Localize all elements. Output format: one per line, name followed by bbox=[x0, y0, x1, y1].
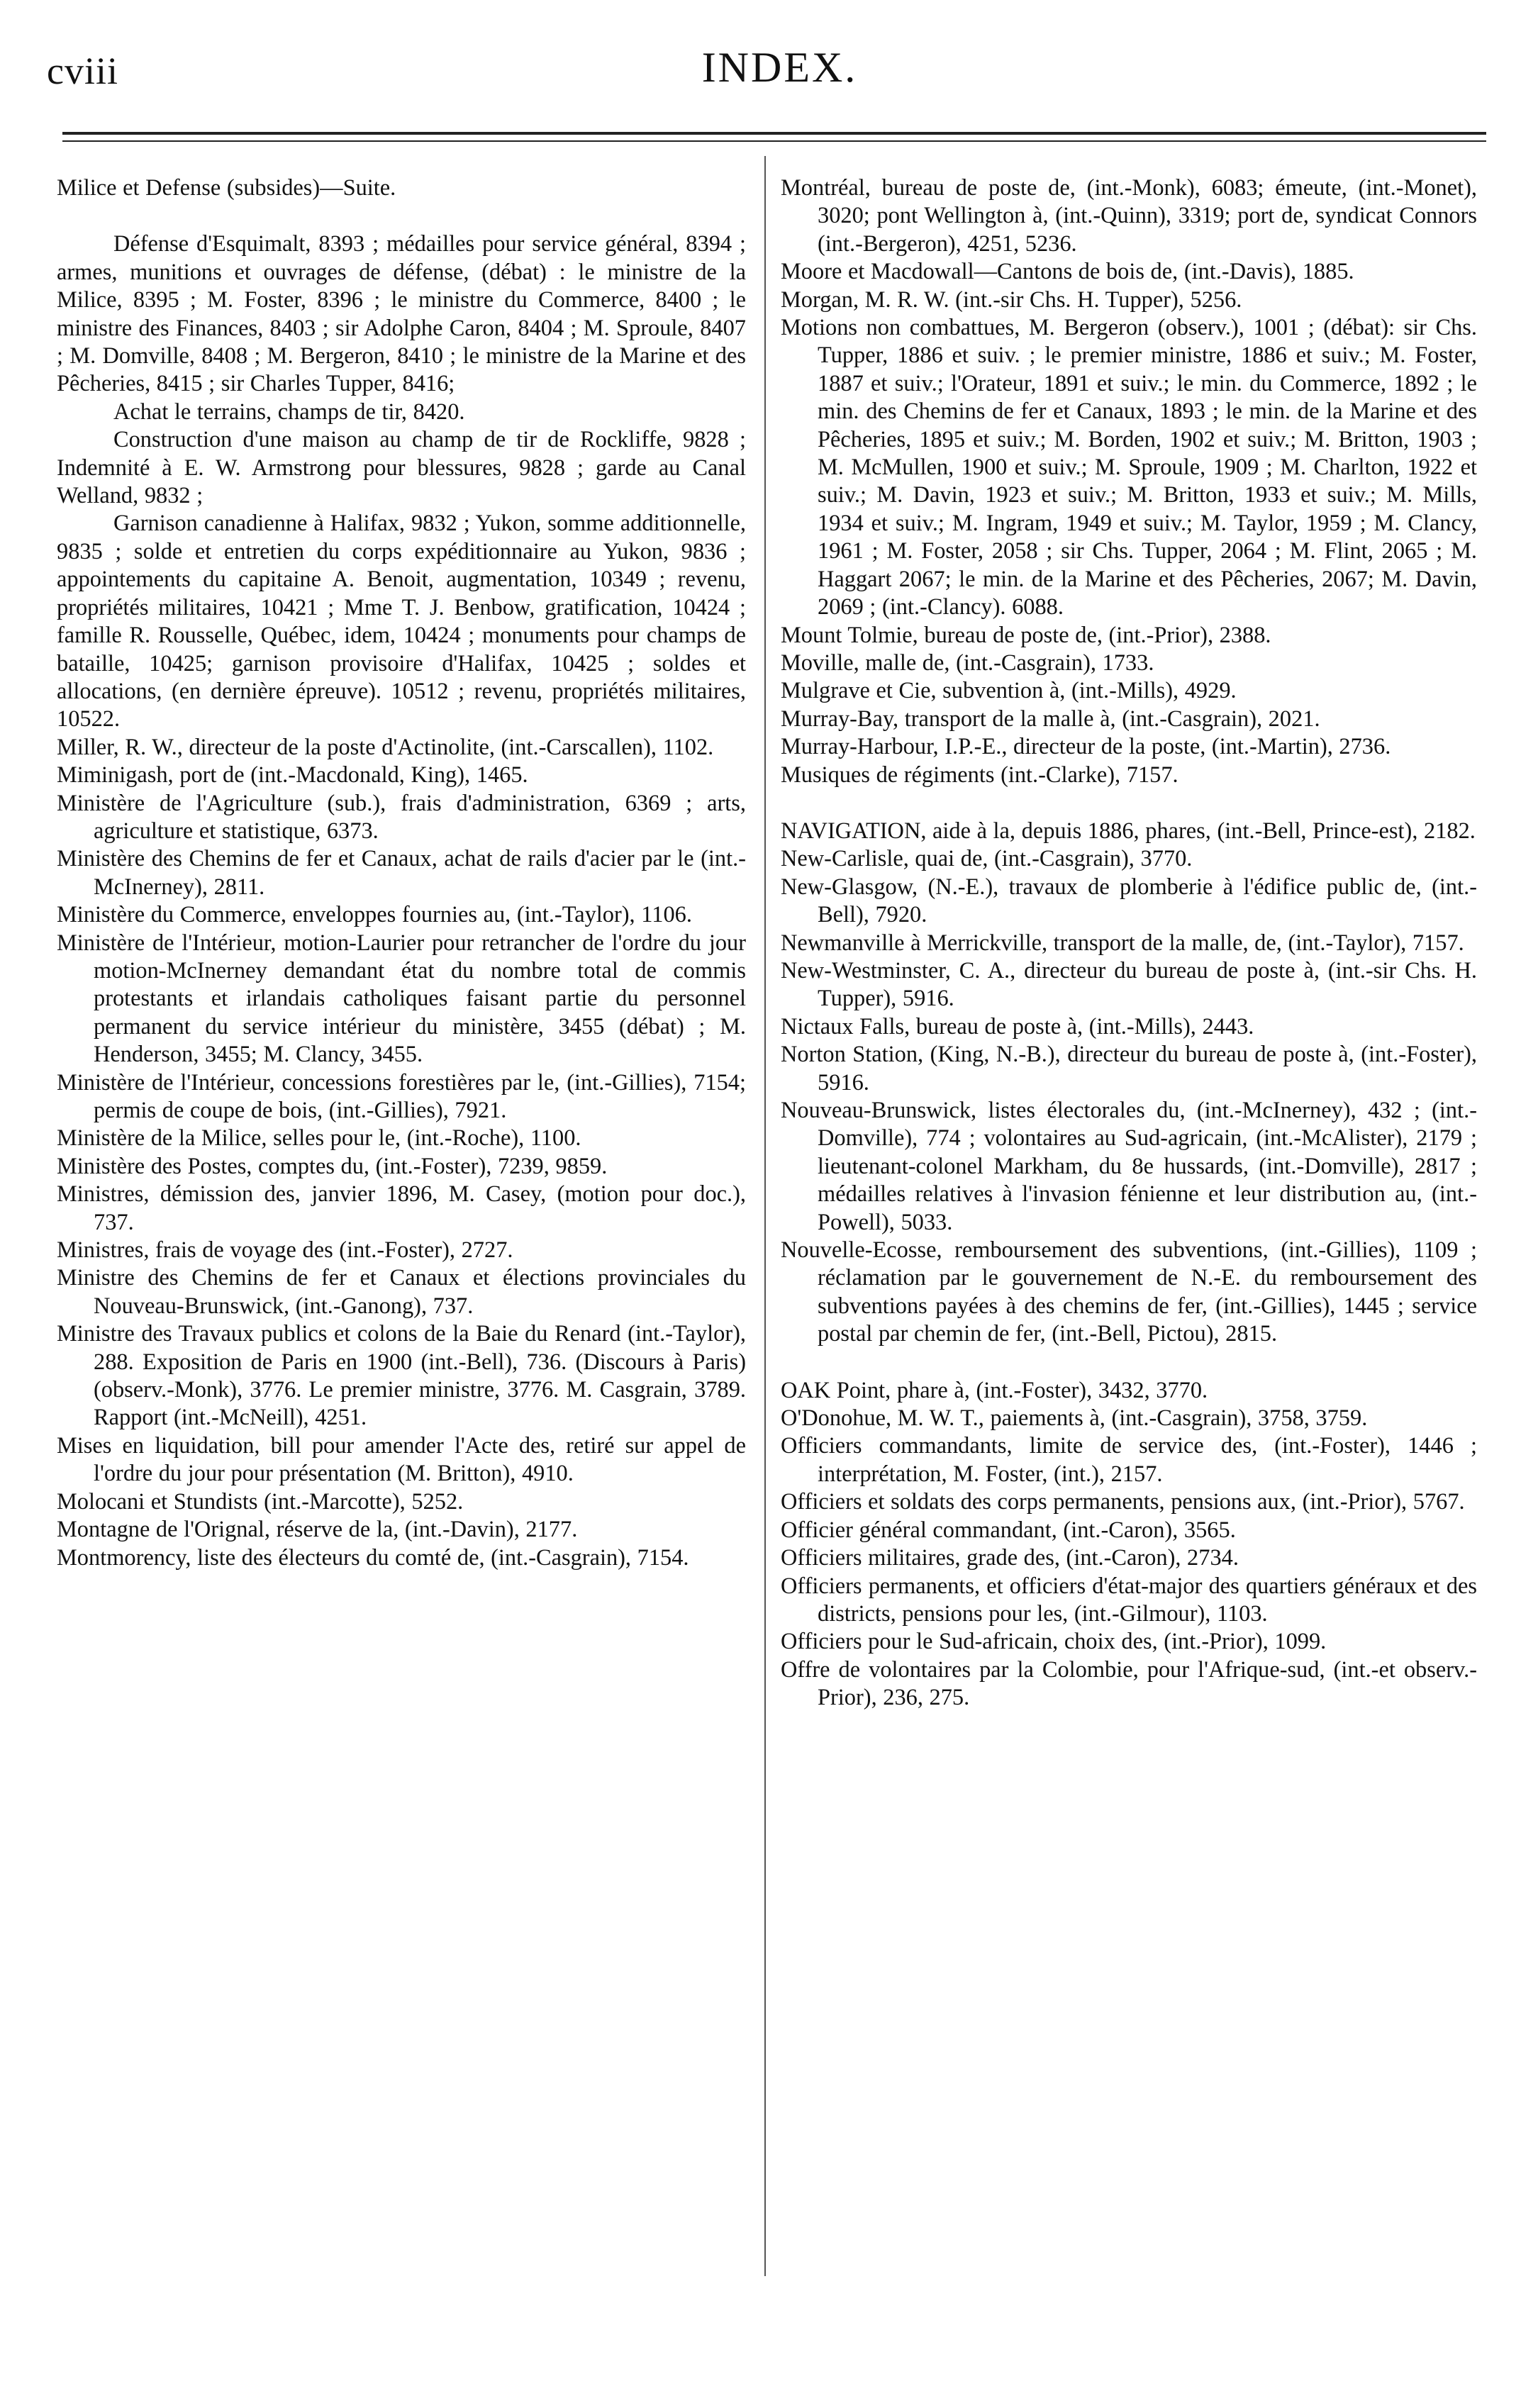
index-entry: Murray-Bay, transport de la malle à, (int.-Casgrain), 2021. bbox=[781, 706, 1320, 732]
index-entry: Miller, R. W., directeur de la poste d'Actinolite, (int.-Carscallen), 1102. bbox=[57, 734, 714, 760]
index-entry: Nictaux Falls, bureau de poste à, (int.-Mills), 2443. bbox=[781, 1013, 1254, 1039]
index-entry: Ministère des Chemins de fer et Canaux, achat de rails d'acier par le (int.-McInerney), 2811. bbox=[57, 846, 746, 900]
index-entry: New-Westminster, C. A., directeur du bureau de poste à, (int.-sir Chs. H. Tupper), 5916. bbox=[781, 957, 1477, 1012]
index-entry: Norton Station, (King, N.-B.), directeur du bureau de poste à, (int.-Foster), 5916. bbox=[781, 1042, 1477, 1096]
index-entry: OAK Point, phare à, (int.-Foster), 3432, 3770. bbox=[781, 1377, 1208, 1403]
column-divider bbox=[764, 156, 766, 2276]
index-entry: Ministère du Commerce, enveloppes fournies au, (int.-Taylor), 1106. bbox=[57, 902, 692, 928]
index-subentry: Défense d'Esquimalt, 8393 ; médailles pour service général, 8394 ; armes, munitions et ouvrages de défense, (débat) : le ministre de la Milice, 8395 ; M. Foster, 8396 ; le ministre du Commerce, 8400 ; le ministre des Finances, 8403 ; sir Adolphe Caron, 8404 ; M. Sproule, 8407 ; M. Domville, 8408 ; M. Bergeron, 8410 ; le ministre de la Marine et des Pêcheries, 8415 ; sir Charles Tupper, 8416; bbox=[57, 231, 746, 397]
group-gap bbox=[781, 789, 1477, 818]
entry-list bbox=[57, 734, 746, 1572]
index-entry: Ministère de l'Intérieur, motion-Laurier pour retrancher de l'ordre du jour motion-McInerney demandant état du nombre total de commis protestants et irlandais catholiques faisant partie du personnel permanent du service intérieur du ministère, 3455 (débat) ; M. Henderson, 3455; M. Clancy, 3455. bbox=[57, 930, 746, 1068]
index-entry: Moville, malle de, (int.-Casgrain), 1733. bbox=[781, 650, 1154, 676]
index-entry: Newmanville à Merrickville, transport de la malle, de, (int.-Taylor), 7157. bbox=[781, 930, 1464, 956]
index-entry: Ministre des Travaux publics et colons de la Baie du Renard (int.-Taylor), 288. Exposition de Paris en 1900 (int.-Bell), 736. (Discours à Paris) (observ.-Monk), 3776. Le premier ministre, 3776. M. Casgrain, 3789. Rapport (int.-McNeill), 4251. bbox=[57, 1321, 746, 1431]
entry-group-n bbox=[781, 818, 1477, 1349]
index-entry: Mises en liquidation, bill pour amender l'Acte des, retiré sur appel de l'ordre du jour pour présentation (M. Britton), 4910. bbox=[57, 1432, 746, 1487]
index-entry: Offre de volontaires par la Colombie, pour l'Afrique-sud, (int.-et observ.-Prior), 236, 275. bbox=[781, 1656, 1477, 1711]
index-entry: Officiers permanents, et officiers d'état-major des quartiers généraux et des districts, pensions pour les, (int.-Gilmour), 1103. bbox=[781, 1573, 1477, 1627]
index-subentry: Construction d'une maison au champ de tir de Rockliffe, 9828 ; Indemnité à E. W. Armstrong pour blessures, 9828 ; garde au Canal Welland, 9832 ; bbox=[57, 427, 746, 509]
subentry-list bbox=[57, 230, 746, 733]
index-entry: Murray-Harbour, I.P.-E., directeur de la poste, (int.-Martin), 2736. bbox=[781, 734, 1391, 760]
index-entry: Ministère de la Milice, selles pour le, (int.-Roche), 1100. bbox=[57, 1125, 581, 1152]
index-subentry: Garnison canadienne à Halifax, 9832 ; Yukon, somme additionnelle, 9835 ; solde et entretien du corps expéditionnaire au Yukon, 9836 ; appointements du capitaine A. Benoit, augmentation, 10349 ; revenu, propriétés militaires, 10421 ; Mme T. J. Benbow, gratification, 10424 ; famille R. Rousselle, Québec, idem, 10424 ; monuments pour champs de bataille, 10425; garnison provisoire d'Halifax, 10425 ; soldes et allocations, (en dernière épreuve). 10512 ; revenu, propriétés militaires, 10522. bbox=[57, 511, 746, 732]
page-title: INDEX. bbox=[701, 44, 858, 91]
left-column bbox=[57, 174, 746, 1572]
index-entry: Ministre des Chemins de fer et Canaux et élections provinciales du Nouveau-Brunswick, (int.-Ganong), 737. bbox=[57, 1265, 746, 1319]
index-entry: Ministres, frais de voyage des (int.-Foster), 2727. bbox=[57, 1237, 513, 1264]
spacer bbox=[57, 202, 746, 230]
index-entry: New-Glasgow, (N.-E.), travaux de plomberie à l'édifice public de, (int.-Bell), 7920. bbox=[781, 874, 1477, 928]
entry-group-o bbox=[781, 1377, 1477, 1712]
index-entry: Officiers commandants, limite de service des, (int.-Foster), 1446 ; interprétation, M. Foster, (int.), 2157. bbox=[781, 1433, 1477, 1487]
index-entry: Mount Tolmie, bureau de poste de, (int.-Prior), 2388. bbox=[781, 622, 1271, 648]
index-entry: Montagne de l'Orignal, réserve de la, (int.-Davin), 2177. bbox=[57, 1517, 578, 1543]
page-folio: cviii bbox=[47, 50, 118, 92]
index-entry: Miminigash, port de (int.-Macdonald, King), 1465. bbox=[57, 762, 528, 788]
index-entry: Ministère de l'Agriculture (sub.), frais d'administration, 6369 ; arts, agriculture et statistique, 6373. bbox=[57, 790, 746, 844]
index-entry: Mulgrave et Cie, subvention à, (int.-Mills), 4929. bbox=[781, 678, 1237, 704]
index-entry: Ministère de l'Intérieur, concessions forestières par le, (int.-Gillies), 7154; permis de coupe de bois, (int.-Gillies), 7921. bbox=[57, 1069, 746, 1123]
section-heading: Milice et Defense (subsides)—Suite. bbox=[57, 175, 396, 201]
index-entry: Officiers pour le Sud-africain, choix des, (int.-Prior), 1099. bbox=[781, 1629, 1327, 1655]
index-entry: Officiers et soldats des corps permanents, pensions aux, (int.-Prior), 5767. bbox=[781, 1489, 1465, 1515]
index-entry: Morgan, M. R. W. (int.-sir Chs. H. Tupper), 5256. bbox=[781, 286, 1242, 313]
right-column bbox=[781, 174, 1477, 1712]
index-entry: Nouveau-Brunswick, listes électorales du, (int.-McInerney), 432 ; (int.-Domville), 774 ; volontaires au Sud-agricain, (int.-McAlister), 2179 ; lieutenant-colonel Markham, du 8e hussards, (int.-Domville), 2817 ; médailles relatives à l'invasion fénienne et leur distribution au, (int.-Powell), 5033. bbox=[781, 1098, 1477, 1235]
index-entry: Montréal, bureau de poste de, (int.-Monk), 6083; émeute, (int.-Monet), 3020; pont Wellington à, (int.-Quinn), 3319; port de, syndicat Connors (int.-Bergeron), 4251, 5236. bbox=[781, 175, 1477, 257]
index-entry: Montmorency, liste des électeurs du comté de, (int.-Casgrain), 7154. bbox=[57, 1544, 689, 1571]
index-entry: Officier général commandant, (int.-Caron), 3565. bbox=[781, 1517, 1236, 1543]
header-rule bbox=[62, 132, 1486, 142]
index-entry: Molocani et Stundists (int.-Marcotte), 5252. bbox=[57, 1488, 464, 1515]
index-entry: Musiques de régiments (int.-Clarke), 7157. bbox=[781, 762, 1178, 788]
index-entry: New-Carlisle, quai de, (int.-Casgrain), 3770. bbox=[781, 846, 1193, 872]
index-entry: Officiers militaires, grade des, (int.-Caron), 2734. bbox=[781, 1545, 1239, 1571]
index-entry: O'Donohue, M. W. T., paiements à, (int.-Casgrain), 3758, 3759. bbox=[781, 1405, 1368, 1432]
entry-group-m bbox=[781, 174, 1477, 789]
index-subentry: Achat le terrains, champs de tir, 8420. bbox=[113, 398, 465, 425]
index-entry: Nouvelle-Ecosse, remboursement des subventions, (int.-Gillies), 1109 ; réclamation par le gouvernement de N.-E. du remboursement des subventions payées à des chemins de fer, (int.-Gillies), 1445 ; service postal par chemin de fer, (int.-Bell, Pictou), 2815. bbox=[781, 1237, 1477, 1347]
index-entry: Moore et Macdowall—Cantons de bois de, (int.-Davis), 1885. bbox=[781, 259, 1354, 285]
index-entry: Ministres, démission des, janvier 1896, M. Casey, (motion pour doc.), 737. bbox=[57, 1181, 746, 1235]
index-entry: NAVIGATION, aide à la, depuis 1886, phares, (int.-Bell, Prince-est), 2182. bbox=[781, 818, 1476, 844]
group-gap bbox=[781, 1349, 1477, 1377]
index-entry: Motions non combattues, M. Bergeron (observ.), 1001 ; (débat): sir Chs. Tupper, 1886 et suiv. ; le premier ministre, 1886 et suiv.; M. Foster, 1887 et suiv.; l'Orateur, 1891 et suiv.; le min. du Commerce, 1892 ; le min. des Chemins de fer et Canaux, 1893 ; le min. de la Marine et des Pêcheries, 1895 et suiv.; M. Borden, 1902 et suiv.; M. Britton, 1903 ; M. McMullen, 1900 et suiv.; M. Sproule, 1909 ; M. Charlton, 1922 et suiv.; M. Davin, 1923 et suiv.; M. Britton, 1933 et suiv.; M. Mills, 1934 et suiv.; M. Ingram, 1949 et suiv.; M. Taylor, 1959 ; M. Clancy, 1961 ; M. Foster, 2058 ; sir Chs. Tupper, 2064 ; M. Flint, 2065 ; M. Haggart 2067; le min. de la Marine et des Pêcheries, 2067; M. Davin, 2069 ; (int.-Clancy). 6088. bbox=[781, 315, 1477, 620]
index-entry: Ministère des Postes, comptes du, (int.-Foster), 7239, 9859. bbox=[57, 1153, 608, 1179]
